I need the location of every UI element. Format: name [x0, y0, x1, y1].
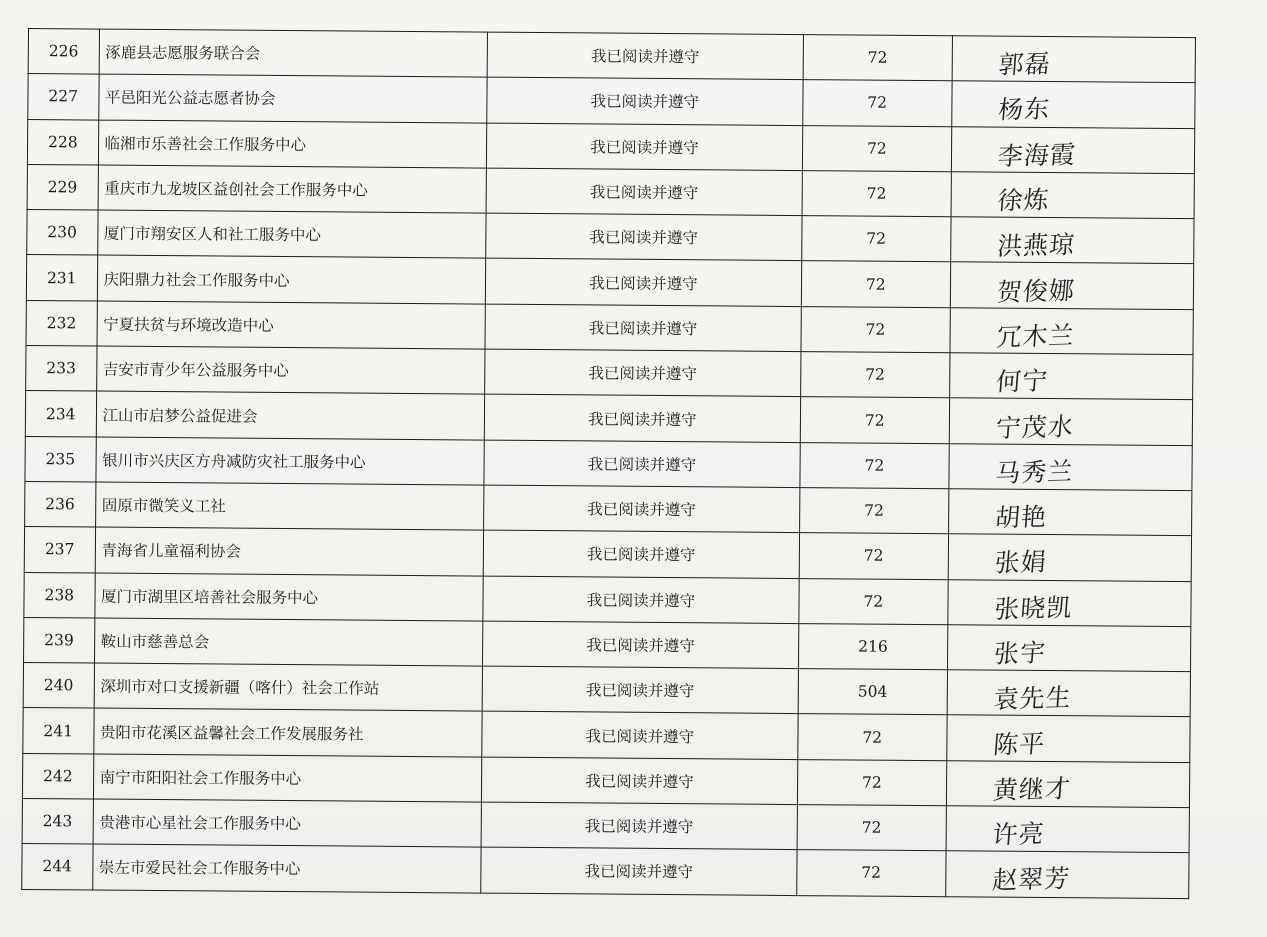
count-value: 72: [800, 306, 950, 352]
signature-cell: [950, 308, 1193, 355]
agreement-status: 我已阅读并遵守: [484, 440, 800, 488]
agreement-status: 我已阅读并遵守: [483, 576, 799, 624]
organization-name: 银川市兴庆区方舟减防灾社工服务中心: [95, 437, 484, 485]
count-value: 72: [802, 80, 952, 126]
organization-name: 固原市微笑义工社: [95, 482, 484, 530]
handwritten-signature: 洪燕琼: [996, 230, 1077, 262]
signature-cell: [946, 851, 1189, 898]
count-value: 72: [799, 533, 949, 579]
signature-cell: [951, 217, 1194, 264]
handwritten-signature: 张晓凯: [993, 592, 1074, 624]
count-value: 72: [800, 397, 950, 443]
organization-name: 平邑阳光公益志愿者协会: [98, 74, 487, 122]
handwritten-signature: 陈平: [992, 728, 1047, 760]
count-value: 216: [798, 623, 948, 669]
signature-cell: [951, 172, 1194, 219]
handwritten-signature: 马秀兰: [994, 456, 1075, 488]
handwritten-signature: 袁先生: [992, 683, 1073, 715]
agreement-status: 我已阅读并遵守: [487, 32, 803, 80]
handwritten-signature: 许亮: [991, 819, 1046, 850]
organization-name: 吉安市青少年公益服务中心: [96, 346, 485, 394]
organization-name: 南宁市阳阳社会工作服务中心: [93, 754, 482, 802]
agreement-status: 我已阅读并遵守: [482, 666, 798, 714]
row-number: 227: [28, 74, 99, 120]
signature-cell: [948, 534, 1191, 581]
agreement-status: 我已阅读并遵守: [487, 77, 803, 125]
registration-table: [21, 28, 1196, 899]
signature-cell: [952, 36, 1195, 83]
count-value: 72: [801, 216, 951, 262]
row-number: 231: [26, 255, 97, 301]
handwritten-signature: 张娟: [993, 547, 1048, 578]
row-number: 235: [25, 436, 96, 482]
agreement-status: 我已阅读并遵守: [483, 530, 799, 578]
agreement-status: 我已阅读并遵守: [484, 394, 800, 442]
count-value: 72: [797, 759, 947, 805]
row-number: 237: [24, 527, 95, 573]
handwritten-signature: 赵翠芳: [991, 864, 1072, 896]
signature-cell: [950, 262, 1193, 309]
row-number: 234: [25, 391, 96, 437]
signature-cell: [946, 806, 1189, 853]
row-number: 226: [28, 29, 99, 75]
handwritten-signature: 贺俊娜: [995, 275, 1077, 307]
count-value: 72: [802, 125, 952, 171]
row-number: 230: [27, 210, 98, 256]
row-number: 228: [27, 119, 98, 165]
organization-name: 江山市启梦公益促进会: [96, 391, 485, 439]
organization-name: 深圳市对口支援新疆（喀什）社会工作站: [94, 663, 483, 711]
agreement-status: 我已阅读并遵守: [486, 213, 802, 261]
signature-cell: [949, 443, 1192, 490]
signature-cell: [949, 489, 1192, 536]
organization-name: 重庆市九龙坡区益创社会工作服务中心: [98, 165, 487, 213]
signature-cell: [947, 670, 1190, 717]
signature-cell: [949, 398, 1192, 445]
agreement-status: 我已阅读并遵守: [483, 621, 799, 669]
row-number: 243: [22, 799, 93, 845]
row-number: 232: [26, 300, 97, 346]
count-value: 72: [798, 578, 948, 624]
signature-cell: [951, 126, 1194, 173]
handwritten-signature: 李海霞: [996, 139, 1078, 171]
count-value: 72: [799, 488, 949, 534]
count-value: 72: [799, 442, 949, 488]
organization-name: 贵港市心星社会工作服务中心: [93, 799, 482, 847]
handwritten-signature: 徐炼: [996, 185, 1051, 216]
count-value: 72: [797, 714, 947, 760]
handwritten-signature: 张宇: [992, 638, 1048, 669]
organization-name: 宁夏扶贫与环境改造中心: [97, 301, 486, 349]
handwritten-signature: 冗木兰: [995, 320, 1076, 352]
handwritten-signature: 宁茂水: [994, 411, 1075, 443]
count-value: 72: [796, 850, 946, 896]
row-number: 244: [22, 844, 93, 890]
signature-cell: [952, 81, 1195, 128]
agreement-status: 我已阅读并遵守: [485, 304, 801, 352]
row-number: 236: [25, 481, 96, 527]
row-number: 233: [26, 346, 97, 392]
agreement-status: 我已阅读并遵守: [482, 712, 798, 760]
table-row: [22, 844, 1189, 898]
organization-name: 厦门市湖里区培善社会服务中心: [94, 573, 483, 621]
signature-cell: [948, 579, 1191, 626]
organization-name: 临湘市乐善社会工作服务中心: [98, 120, 487, 168]
organization-name: 鞍山市慈善总会: [94, 618, 483, 666]
handwritten-signature: 胡艳: [994, 502, 1049, 533]
handwritten-signature: 何宁: [995, 366, 1050, 397]
agreement-status: 我已阅读并遵守: [481, 802, 797, 850]
count-value: 504: [798, 669, 948, 715]
handwritten-signature: 杨东: [997, 94, 1052, 126]
signature-cell: [950, 353, 1193, 400]
row-number: 229: [27, 164, 98, 210]
count-value: 72: [803, 35, 953, 81]
row-number: 242: [22, 753, 93, 799]
organization-name: 涿鹿县志愿服务联合会: [99, 29, 488, 77]
agreement-status: 我已阅读并遵守: [484, 485, 800, 533]
signature-cell: [948, 625, 1191, 672]
row-number: 238: [24, 572, 95, 618]
agreement-status: 我已阅读并遵守: [487, 123, 803, 171]
organization-name: 贵阳市花溪区益馨社会工作发展服务社: [93, 708, 482, 756]
row-number: 240: [23, 663, 94, 709]
handwritten-signature: 黄继才: [991, 773, 1073, 805]
handwritten-signature: 郭磊: [997, 49, 1052, 80]
organization-name: 庆阳鼎力社会工作服务中心: [97, 256, 486, 304]
signature-cell: [946, 760, 1189, 807]
table-body: [22, 29, 1196, 899]
count-value: 72: [802, 170, 952, 216]
agreement-status: 我已阅读并遵守: [485, 349, 801, 397]
agreement-status: 我已阅读并遵守: [486, 259, 802, 307]
row-number: 239: [24, 617, 95, 663]
organization-name: 青海省儿童福利协会: [95, 527, 484, 575]
agreement-status: 我已阅读并遵守: [486, 168, 802, 216]
signature-cell: [947, 715, 1190, 762]
agreement-status: 我已阅读并遵守: [481, 847, 797, 895]
row-number: 241: [23, 708, 94, 754]
count-value: 72: [797, 805, 947, 851]
count-value: 72: [801, 261, 951, 307]
agreement-status: 我已阅读并遵守: [482, 757, 798, 805]
count-value: 72: [800, 352, 950, 398]
organization-name: 厦门市翔安区人和社工服务中心: [97, 210, 486, 258]
organization-name: 崇左市爱民社会工作服务中心: [92, 844, 481, 892]
